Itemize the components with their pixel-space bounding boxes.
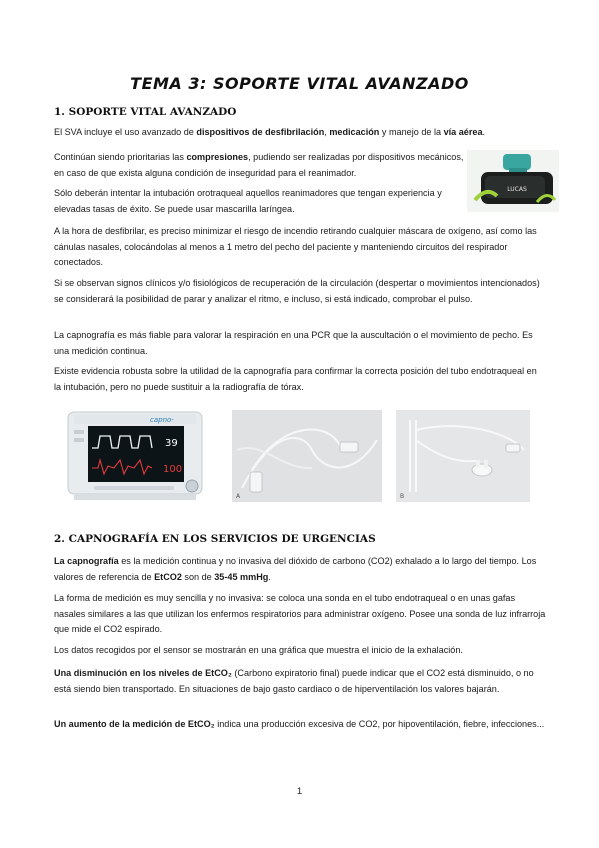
tube-label-b: B [400,493,405,500]
monitor-value-etco2: 39 [165,438,178,449]
monitor-value-spo2: 100 [163,464,183,475]
lucas-device-image [467,150,559,212]
paragraph-disminucion: Una disminución en los niveles de EtCO₂ (Carbono expiratorio final) puede indicar que el CO2 está disminuido, o no está siendo bien transportado. En situaciones de bajo gasto cardiaco o de hiperventilación los valores bajarán. [54,668,534,694]
paragraph-forma-medicion: La forma de medición es muy sencilla y no invasiva: se coloca una sonda en el tubo endotraqueal o en unas gafas nasales similares a las que utilizan los enfermos respiratorios para administrar oxígeno. Posee una sonda de luz infrarroja que mide el CO2 espirado. [54,593,546,634]
page-number: 1 [296,786,303,797]
paragraph-datos-sensor: Los datos recogidos por el sensor se mostrarán en una gráfica que muestra el inicio de la exhalación. [54,645,463,655]
tube-label-a: A [236,493,241,500]
paragraph-desfibrilar: A la hora de desfibrilar, es preciso minimizar el riesgo de incendio retirando cualquier máscara de oxígeno, así como las cánulas nasales, colocándolas al menos a 1 metro del pecho del paciente y manteniendo circuitos del respirador conectados. [54,226,537,267]
paragraph-intubacion: Sólo deberán intentar la intubación orotraqueal aquellos reanimadores que tengan experiencia y elevadas tasas de éxito. Se puede usar mascarilla laríngea. [54,188,442,214]
paragraph-aumento: Un aumento de la medición de EtCO₂ indica una producción excesiva de CO2, por hipoventilación, fiebre, infecciones... [54,719,545,729]
lucas-label: LUCAS [507,186,527,193]
paragraph-recuperacion: Si se observan signos clínicos y/o fisiológicos de recuperación de la circulación (despertar o movimientos intencionados) se considerará la posibilidad de parar y analizar el ritmo, e incluso, si está indicado, comprobar el pulso. [54,278,540,304]
page-title: TEMA 3: SOPORTE VITAL AVANZADO [130,74,469,93]
nasal-cannula-image [396,410,530,502]
paragraph-compresiones: Continúan siendo prioritarias las compresiones, pudiendo ser realizadas por dispositivos mecánicos, en caso de que exista alguna condición de inseguridad para el reanimador. [54,152,464,178]
paragraph-capnografia-fiable: La capnografía es más fiable para valorar la respiración en una PCR que la auscultación o el movimiento de pecho. Es una medición continua. [54,330,533,356]
section-heading-2: 2. CAPNOGRAFÍA EN LOS SERVICIOS DE URGENCIAS [54,533,376,545]
capnography-monitor-image [64,408,206,502]
paragraph-evidencia: Existe evidencia robusta sobre la utilidad de la capnografía para confirmar la correcta posición del tubo endotraqueal en la intubación, pero no puede sustituir a la radiografía de tórax. [54,366,537,392]
sampling-line-image [232,410,382,502]
section-heading-1: 1. SOPORTE VITAL AVANZADO [54,106,237,118]
monitor-brand: capno- [150,416,174,424]
paragraph-sva-intro: El SVA incluye el uso avanzado de dispositivos de desfibrilación, medicación y manejo de la vía aérea. [54,127,486,137]
paragraph-capnografia-definicion: La capnografía es la medición continua y no invasiva del dióxido de carbono (CO2) exhalado a lo largo del tiempo. Los valores de referencia de EtCO2 son de 35-45 mmHg. [54,556,537,582]
